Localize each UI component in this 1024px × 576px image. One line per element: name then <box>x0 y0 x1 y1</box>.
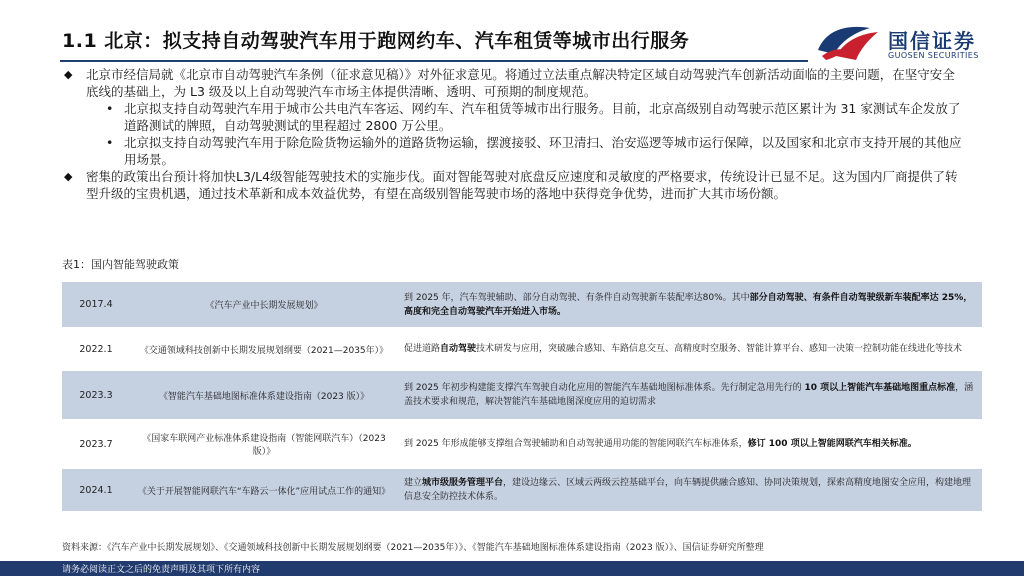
dot-bullet-icon: • <box>106 101 114 116</box>
table-caption: 表1：国内智能驾驶政策 <box>62 258 179 271</box>
diamond-bullet-icon: ◆ <box>64 68 73 81</box>
bullet-item <box>62 168 962 202</box>
policy-cell: 《关于开展智能网联汽车“车路云一体化”应用试点工作的通知》 <box>130 468 398 512</box>
policy-table <box>62 282 982 513</box>
year-cell: 2023.3 <box>62 370 130 420</box>
bullet-item <box>62 66 962 100</box>
page-title: 1.1 北京：拟支持自动驾驶汽车用于跑网约车、汽车租赁等城市出行服务 <box>62 30 690 52</box>
footer-bar <box>0 561 1024 576</box>
year-cell: 2023.7 <box>62 420 130 468</box>
guosen-logo <box>812 20 1012 64</box>
bullet-text: 密集的政策出台预计将加快L3/L4级智能驾驶技术的实施步伐。面对智能驾驶对底盘反应速度和灵敏度的严格要求，传统设计已显不足。这为国内厂商提供了转型升级的宝贵机遇，通过技术革新和成本效益优势，有望在高级别智能驾驶市场的落地中获得竞争优势，进而扩大其市场份额。 <box>86 169 958 201</box>
sub-bullet-text: 北京拟支持自动驾驶汽车用于除危险货物运输外的道路货物运输，摆渡接驳、环卫清扫、治安巡逻等城市运行保障，以及国家和北京市支持开展的其他应用场景。 <box>124 135 962 167</box>
table-row <box>62 328 982 370</box>
logo-chinese-text: 国信证券 <box>888 29 976 53</box>
description-cell: 到 2025 年形成能够支撑组合驾驶辅助和自动驾驶通用功能的智能网联汽车标准体系，修订 100 项以上智能网联汽车相关标准。 <box>398 420 982 468</box>
description-cell: 到 2025 年初步构建能支撑汽车驾驶自动化应用的智能汽车基础地图标准体系。先行制定急用先行的 10 项以上智能汽车基础地图重点标准，涵盖技术要求和规范，解决智能汽车基础地图深度应用的迫切需求 <box>398 370 982 420</box>
logo-english-text: GUOSEN SECURITIES <box>888 51 979 60</box>
year-cell: 2022.1 <box>62 328 130 370</box>
bullet-list <box>62 66 962 202</box>
sub-bullet-item <box>62 100 962 134</box>
diamond-bullet-icon: ◆ <box>64 170 73 183</box>
sub-bullet-item <box>62 134 962 168</box>
disclaimer-text: 请务必阅读正文之后的免责声明及其项下所有内容 <box>62 565 261 575</box>
bullet-text: 北京市经信局就《北京市自动驾驶汽车条例（征求意见稿）》对外征求意见。将通过立法重点解决特定区域自动驾驶汽车创新活动面临的主要问题，在坚守安全底线的基础上，为 L3 级及以上自动驾驶汽车市场主体提供清晰、透明、可预期的制度规范。 <box>86 67 955 99</box>
policy-cell: 《汽车产业中长期发展规划》 <box>130 282 398 328</box>
description-cell: 促进道路自动驾驶技术研发与应用，突破融合感知、车路信息交互、高精度时空服务、智能计算平台、感知一决策一控制功能在线进化等技术 <box>398 328 982 370</box>
dot-bullet-icon: • <box>106 135 114 150</box>
table-row <box>62 370 982 420</box>
table-row <box>62 468 982 512</box>
description-cell: 建立城市级服务管理平台，建设边缘云、区域云两级云控基础平台，向车辆提供融合感知、协同决策规划，探索高精度地图安全应用，构建地理信息安全防控技术体系。 <box>398 468 982 512</box>
description-cell: 到 2025 年，汽车驾驶辅助、部分自动驾驶、有条件自动驾驶新车装配率达80%。其中部分自动驾驶、有条件自动驾驶级新车装配率达 25%，高度和完全自动驾驶汽车开始进入市场。 <box>398 282 982 328</box>
table-row <box>62 420 982 468</box>
guosen-emblem-icon <box>812 20 884 64</box>
sub-bullet-text: 北京拟支持自动驾驶汽车用于城市公共电汽车客运、网约车、汽车租赁等城市出行服务。目前，北京高级别自动驾驶示范区累计为 31 家测试车企发放了道路测试的牌照，自动驾驶测试的里程超过 2800 万公里。 <box>124 101 961 133</box>
policy-cell: 《交通领域科技创新中长期发展规划纲要（2021—2035年）》 <box>130 328 398 370</box>
table-row <box>62 282 982 328</box>
title-divider <box>60 60 808 62</box>
policy-cell: 《智能汽车基础地图标准体系建设指南（2023 版）》 <box>130 370 398 420</box>
year-cell: 2024.1 <box>62 468 130 512</box>
year-cell: 2017.4 <box>62 282 130 328</box>
source-note: 资料来源：《汽车产业中长期发展规划》、《交通领域科技创新中长期发展规划纲要（2021—2035年）》、《智能汽车基础地图标准体系建设指南（2023 版）》、国信证券研究所整理 <box>62 543 764 553</box>
policy-cell: 《国家车联网产业标准体系建设指南（智能网联汽车）（2023 版）》 <box>130 420 398 468</box>
